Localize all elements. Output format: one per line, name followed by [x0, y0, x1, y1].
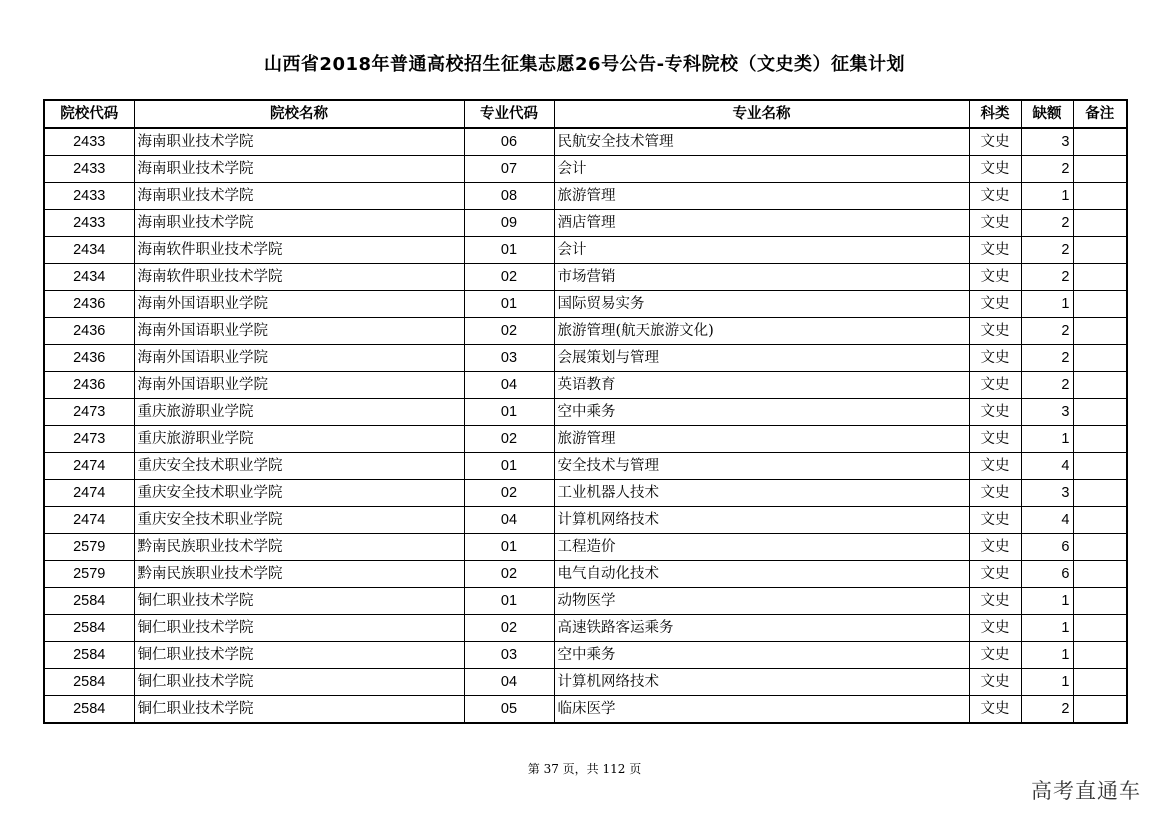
table-row [44, 291, 1127, 318]
major-name-cell: 临床医学 [554, 696, 969, 724]
table-row [44, 426, 1127, 453]
school-code-cell: 2433 [44, 156, 134, 183]
major-name-cell: 市场营销 [554, 264, 969, 291]
table-row [44, 588, 1127, 615]
major-name-cell: 工程造价 [554, 534, 969, 561]
header-remarks: 备注 [1073, 100, 1127, 128]
school-code-cell: 2584 [44, 669, 134, 696]
major-code-cell: 02 [464, 480, 554, 507]
vacancies-cell: 2 [1021, 696, 1073, 724]
school-name-cell: 海南职业技术学院 [134, 156, 464, 183]
major-code-cell: 02 [464, 318, 554, 345]
major-code-cell: 01 [464, 588, 554, 615]
school-code-cell: 2433 [44, 128, 134, 156]
major-name-cell: 电气自动化技术 [554, 561, 969, 588]
school-code-cell: 2579 [44, 534, 134, 561]
major-code-cell: 02 [464, 615, 554, 642]
vacancies-cell: 1 [1021, 669, 1073, 696]
table-row [44, 642, 1127, 669]
major-code-cell: 06 [464, 128, 554, 156]
school-code-cell: 2474 [44, 453, 134, 480]
major-code-cell: 02 [464, 264, 554, 291]
major-code-cell: 02 [464, 426, 554, 453]
table-row [44, 237, 1127, 264]
school-name-cell: 重庆安全技术职业学院 [134, 480, 464, 507]
remarks-cell [1073, 588, 1127, 615]
major-code-cell: 03 [464, 345, 554, 372]
vacancies-cell: 1 [1021, 642, 1073, 669]
school-name-cell: 铜仁职业技术学院 [134, 669, 464, 696]
school-name-cell: 海南外国语职业学院 [134, 318, 464, 345]
major-name-cell: 旅游管理(航天旅游文化) [554, 318, 969, 345]
school-name-cell: 海南职业技术学院 [134, 128, 464, 156]
category-cell: 文史 [969, 345, 1021, 372]
school-code-cell: 2436 [44, 345, 134, 372]
table-body [44, 128, 1127, 723]
remarks-cell [1073, 318, 1127, 345]
table-row [44, 669, 1127, 696]
major-name-cell: 酒店管理 [554, 210, 969, 237]
table-row [44, 210, 1127, 237]
table-row [44, 399, 1127, 426]
major-name-cell: 计算机网络技术 [554, 507, 969, 534]
page-title: 山西省2018年普通高校招生征集志愿26号公告-专科院校（文史类）征集计划 [263, 54, 906, 75]
major-code-cell: 08 [464, 183, 554, 210]
table-row [44, 128, 1127, 156]
category-cell: 文史 [969, 588, 1021, 615]
category-cell: 文史 [969, 210, 1021, 237]
vacancies-cell: 1 [1021, 183, 1073, 210]
major-code-cell: 04 [464, 669, 554, 696]
major-code-cell: 02 [464, 561, 554, 588]
remarks-cell [1073, 534, 1127, 561]
vacancies-cell: 6 [1021, 534, 1073, 561]
school-code-cell: 2584 [44, 642, 134, 669]
header-category: 科类 [969, 100, 1021, 128]
table-header [44, 100, 1127, 128]
category-cell: 文史 [969, 372, 1021, 399]
school-code-cell: 2436 [44, 318, 134, 345]
category-cell: 文史 [969, 561, 1021, 588]
enrollment-table [43, 99, 1128, 724]
major-code-cell: 01 [464, 291, 554, 318]
school-code-cell: 2433 [44, 183, 134, 210]
major-name-cell: 旅游管理 [554, 183, 969, 210]
major-name-cell: 国际贸易实务 [554, 291, 969, 318]
category-cell: 文史 [969, 453, 1021, 480]
category-cell: 文史 [969, 426, 1021, 453]
table-row [44, 156, 1127, 183]
school-name-cell: 海南外国语职业学院 [134, 345, 464, 372]
category-cell: 文史 [969, 318, 1021, 345]
table-row [44, 453, 1127, 480]
table-row [44, 318, 1127, 345]
vacancies-cell: 2 [1021, 318, 1073, 345]
school-code-cell: 2584 [44, 588, 134, 615]
category-cell: 文史 [969, 237, 1021, 264]
major-name-cell: 空中乘务 [554, 642, 969, 669]
school-name-cell: 铜仁职业技术学院 [134, 696, 464, 724]
category-cell: 文史 [969, 399, 1021, 426]
category-cell: 文史 [969, 480, 1021, 507]
school-code-cell: 2436 [44, 372, 134, 399]
school-name-cell: 铜仁职业技术学院 [134, 588, 464, 615]
table-row [44, 561, 1127, 588]
school-name-cell: 海南外国语职业学院 [134, 291, 464, 318]
category-cell: 文史 [969, 642, 1021, 669]
category-cell: 文史 [969, 156, 1021, 183]
vacancies-cell: 1 [1021, 588, 1073, 615]
category-cell: 文史 [969, 183, 1021, 210]
category-cell: 文史 [969, 534, 1021, 561]
school-code-cell: 2436 [44, 291, 134, 318]
remarks-cell [1073, 183, 1127, 210]
school-code-cell: 2473 [44, 426, 134, 453]
remarks-cell [1073, 345, 1127, 372]
table-row [44, 183, 1127, 210]
vacancies-cell: 6 [1021, 561, 1073, 588]
major-name-cell: 会计 [554, 237, 969, 264]
school-name-cell: 海南职业技术学院 [134, 210, 464, 237]
major-name-cell: 旅游管理 [554, 426, 969, 453]
major-code-cell: 07 [464, 156, 554, 183]
category-cell: 文史 [969, 291, 1021, 318]
major-code-cell: 09 [464, 210, 554, 237]
major-code-cell: 05 [464, 696, 554, 724]
school-code-cell: 2473 [44, 399, 134, 426]
header-school-name: 院校名称 [134, 100, 464, 128]
school-code-cell: 2433 [44, 210, 134, 237]
remarks-cell [1073, 291, 1127, 318]
vacancies-cell: 2 [1021, 237, 1073, 264]
major-code-cell: 01 [464, 237, 554, 264]
vacancies-cell: 4 [1021, 507, 1073, 534]
table-row [44, 480, 1127, 507]
school-name-cell: 重庆安全技术职业学院 [134, 507, 464, 534]
vacancies-cell: 2 [1021, 372, 1073, 399]
school-name-cell: 黔南民族职业技术学院 [134, 561, 464, 588]
major-name-cell: 动物医学 [554, 588, 969, 615]
remarks-cell [1073, 696, 1127, 724]
school-name-cell: 海南外国语职业学院 [134, 372, 464, 399]
vacancies-cell: 3 [1021, 399, 1073, 426]
major-name-cell: 英语教育 [554, 372, 969, 399]
vacancies-cell: 3 [1021, 128, 1073, 156]
table-row [44, 372, 1127, 399]
major-name-cell: 工业机器人技术 [554, 480, 969, 507]
remarks-cell [1073, 399, 1127, 426]
major-code-cell: 04 [464, 372, 554, 399]
school-code-cell: 2434 [44, 237, 134, 264]
major-code-cell: 04 [464, 507, 554, 534]
school-code-cell: 2474 [44, 507, 134, 534]
remarks-cell [1073, 615, 1127, 642]
page-number: 第 37 页，共 112 页 [527, 762, 642, 776]
major-name-cell: 安全技术与管理 [554, 453, 969, 480]
major-name-cell: 计算机网络技术 [554, 669, 969, 696]
remarks-cell [1073, 561, 1127, 588]
remarks-cell [1073, 426, 1127, 453]
table-row [44, 345, 1127, 372]
vacancies-cell: 2 [1021, 345, 1073, 372]
vacancies-cell: 2 [1021, 210, 1073, 237]
remarks-cell [1073, 669, 1127, 696]
vacancies-cell: 1 [1021, 615, 1073, 642]
remarks-cell [1073, 642, 1127, 669]
major-code-cell: 01 [464, 399, 554, 426]
watermark: 高考直通车 [1031, 779, 1141, 803]
header-major-code: 专业代码 [464, 100, 554, 128]
category-cell: 文史 [969, 507, 1021, 534]
remarks-cell [1073, 128, 1127, 156]
remarks-cell [1073, 507, 1127, 534]
remarks-cell [1073, 264, 1127, 291]
major-code-cell: 03 [464, 642, 554, 669]
vacancies-cell: 1 [1021, 291, 1073, 318]
major-name-cell: 会计 [554, 156, 969, 183]
school-code-cell: 2584 [44, 696, 134, 724]
school-name-cell: 重庆旅游职业学院 [134, 426, 464, 453]
remarks-cell [1073, 237, 1127, 264]
school-name-cell: 黔南民族职业技术学院 [134, 534, 464, 561]
table-row [44, 615, 1127, 642]
category-cell: 文史 [969, 669, 1021, 696]
header-vacancies: 缺额 [1021, 100, 1073, 128]
category-cell: 文史 [969, 128, 1021, 156]
vacancies-cell: 1 [1021, 426, 1073, 453]
header-major-name: 专业名称 [554, 100, 969, 128]
school-code-cell: 2474 [44, 480, 134, 507]
school-name-cell: 海南职业技术学院 [134, 183, 464, 210]
remarks-cell [1073, 372, 1127, 399]
major-name-cell: 空中乘务 [554, 399, 969, 426]
table-row [44, 696, 1127, 724]
remarks-cell [1073, 156, 1127, 183]
vacancies-cell: 4 [1021, 453, 1073, 480]
table-row [44, 534, 1127, 561]
major-name-cell: 高速铁路客运乘务 [554, 615, 969, 642]
major-name-cell: 民航安全技术管理 [554, 128, 969, 156]
remarks-cell [1073, 453, 1127, 480]
category-cell: 文史 [969, 615, 1021, 642]
school-code-cell: 2584 [44, 615, 134, 642]
school-name-cell: 海南软件职业技术学院 [134, 264, 464, 291]
major-code-cell: 01 [464, 534, 554, 561]
school-code-cell: 2434 [44, 264, 134, 291]
table-row [44, 264, 1127, 291]
category-cell: 文史 [969, 696, 1021, 724]
vacancies-cell: 2 [1021, 156, 1073, 183]
header-row [44, 100, 1127, 128]
school-name-cell: 重庆旅游职业学院 [134, 399, 464, 426]
major-code-cell: 01 [464, 453, 554, 480]
major-name-cell: 会展策划与管理 [554, 345, 969, 372]
school-name-cell: 铜仁职业技术学院 [134, 615, 464, 642]
table-row [44, 507, 1127, 534]
category-cell: 文史 [969, 264, 1021, 291]
remarks-cell [1073, 210, 1127, 237]
school-name-cell: 铜仁职业技术学院 [134, 642, 464, 669]
vacancies-cell: 3 [1021, 480, 1073, 507]
vacancies-cell: 2 [1021, 264, 1073, 291]
header-school-code: 院校代码 [44, 100, 134, 128]
school-name-cell: 海南软件职业技术学院 [134, 237, 464, 264]
remarks-cell [1073, 480, 1127, 507]
school-code-cell: 2579 [44, 561, 134, 588]
school-name-cell: 重庆安全技术职业学院 [134, 453, 464, 480]
